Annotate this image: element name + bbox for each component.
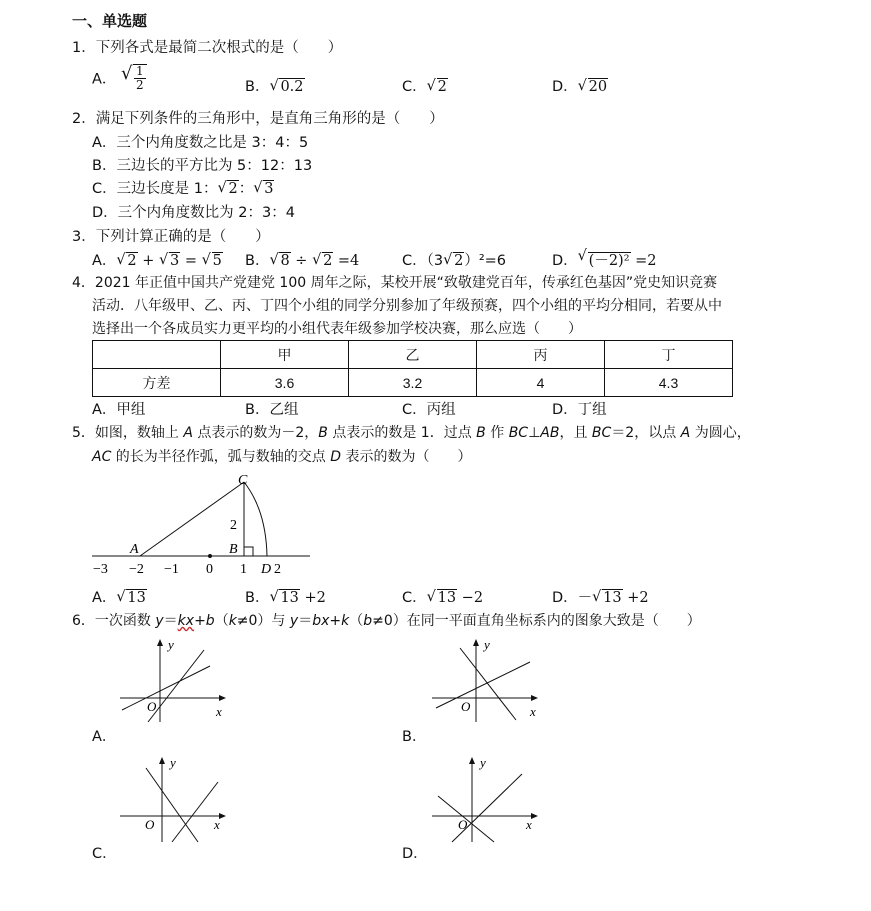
q5-d-suffix: +2 xyxy=(622,590,649,606)
q6-var: bx xyxy=(312,613,330,629)
q1-option-a-radical xyxy=(121,64,147,92)
q6-option-d[interactable]: D． xyxy=(402,846,428,862)
tick-label: −3 xyxy=(93,562,108,577)
graph-line-1 xyxy=(436,662,530,708)
table-cell: 4.3 xyxy=(605,369,733,397)
q6-var: y xyxy=(155,613,164,629)
table-row xyxy=(93,369,733,397)
q5-option-d[interactable] xyxy=(552,586,649,607)
q3-option-b[interactable] xyxy=(245,249,359,270)
tick-label: 2 xyxy=(274,562,281,577)
q1-option-a[interactable] xyxy=(92,64,147,92)
graph-c xyxy=(118,752,230,844)
tick-label: −2 xyxy=(129,562,144,577)
q5-option-c[interactable] xyxy=(402,586,483,607)
label-d: D xyxy=(261,562,272,577)
origin-dot xyxy=(208,554,212,558)
y-axis-arrow xyxy=(157,639,163,646)
q6-var: b xyxy=(363,613,373,629)
q1-option-d-label: D． xyxy=(552,79,578,95)
q6-text: + xyxy=(194,613,206,629)
q6-var: k xyxy=(228,613,237,629)
origin-label: O xyxy=(147,699,157,714)
q4-option-d[interactable]: D．丁组 xyxy=(552,402,607,418)
q1-option-d[interactable] xyxy=(552,75,608,96)
q5-var: D xyxy=(330,449,342,465)
q3-b-radical-2 xyxy=(312,253,333,269)
graph-a xyxy=(118,636,230,724)
q6-text: ≠0）在同一平面直角坐标系内的图象大致是（ ） xyxy=(372,613,701,629)
q2-c-colon: ： xyxy=(238,181,254,197)
label-b: B xyxy=(229,542,238,557)
q2-option-b[interactable]: B．三边长的平方比为 5：12：13 xyxy=(92,158,313,174)
q5-d-label: D．－ xyxy=(552,590,593,606)
q2-c-radicand-1: 2 xyxy=(228,181,238,197)
right-angle-mark xyxy=(244,547,253,556)
q6-text: ＝ xyxy=(298,613,313,629)
axis-label-x: x xyxy=(526,817,532,832)
section-title: 一、单选题 xyxy=(72,12,148,30)
q3-a-radical-3 xyxy=(202,253,223,269)
q6-text: ≠0）与 xyxy=(236,613,290,629)
label-length-2: 2 xyxy=(230,518,237,533)
q1-stem: 1．下列各式是最简二次根式的是（ ） xyxy=(72,40,343,56)
q1-option-b-radical xyxy=(269,79,304,95)
y-axis-arrow xyxy=(473,639,479,646)
q5-line-2 xyxy=(92,446,472,466)
q4-option-c[interactable]: C．丙组 xyxy=(402,402,456,418)
tick-label: 0 xyxy=(206,562,213,577)
q3-a-equals: = xyxy=(180,253,202,269)
q3-c-radical xyxy=(443,253,464,269)
axis-label-x: x xyxy=(214,817,220,832)
x-axis-arrow xyxy=(219,695,226,701)
q6-option-a[interactable]: A． xyxy=(92,729,117,745)
q5-var: B xyxy=(318,425,328,441)
q6-text: （ xyxy=(214,613,229,629)
q5-var: A xyxy=(183,425,193,441)
q3-option-d[interactable] xyxy=(552,249,657,270)
x-axis-arrow xyxy=(531,695,538,701)
graph-line-1 xyxy=(122,666,210,710)
q3-b-radicand-2: 2 xyxy=(323,253,333,269)
q5-var: B xyxy=(476,425,486,441)
q1-c-radicand: 2 xyxy=(437,79,447,95)
q3-d-label: D． xyxy=(552,253,578,269)
axis-label-y: y xyxy=(170,755,176,770)
table-cell: 3.2 xyxy=(349,369,477,397)
q3-d-radical xyxy=(578,249,631,270)
origin-label: O xyxy=(461,699,471,714)
q5-text: ＝2，以点 xyxy=(611,425,681,441)
q4-line-1: 4．2021 年正值中国共产党建党 100 周年之际，某校开展“致敬建党百年，传承红色基因”党史知识竞赛 xyxy=(72,275,718,291)
q5-b-radical xyxy=(269,590,299,606)
q6-option-b[interactable]: B． xyxy=(402,729,427,745)
q1-option-c-label: C． xyxy=(402,79,427,95)
origin-label: O xyxy=(458,817,468,832)
graph-line-2 xyxy=(148,650,204,722)
table-header-row xyxy=(93,341,733,369)
q6-var: y xyxy=(289,613,299,629)
q1-option-d-radical xyxy=(578,79,608,95)
q5-c-radicand: 13 xyxy=(437,590,457,606)
arc-cd xyxy=(244,482,267,556)
q5-var: BC xyxy=(591,425,612,441)
q3-stem: 3．下列计算正确的是（ ） xyxy=(72,229,270,245)
q5-line-1 xyxy=(72,422,751,442)
table-header-cell: 甲 xyxy=(221,341,349,369)
q5-c-suffix: −2 xyxy=(457,590,484,606)
graph-d xyxy=(430,752,542,844)
q5-b-label: B． xyxy=(245,590,270,606)
q1-option-c-radical xyxy=(427,79,448,95)
q5-var: AC xyxy=(92,449,112,465)
table-header-cell: 丙 xyxy=(477,341,605,369)
q1-a-denominator: 2 xyxy=(136,78,144,92)
q3-d-equals: =2 xyxy=(630,253,657,269)
q3-b-radicand-1: 8 xyxy=(280,253,290,269)
q3-a-plus: + xyxy=(137,253,160,269)
tick-label: −1 xyxy=(164,562,179,577)
q5-text: 为圆心， xyxy=(690,425,751,441)
q1-option-c[interactable] xyxy=(402,75,448,96)
q6-text: 6．一次函数 xyxy=(72,613,156,629)
q5-var: A xyxy=(680,425,691,441)
q2-option-c[interactable] xyxy=(92,177,274,198)
q5-option-a[interactable] xyxy=(92,586,147,607)
q2-c-prefix: C．三边长度是 1： xyxy=(92,181,218,197)
q6-stem xyxy=(72,610,701,630)
q2-c-radical-1 xyxy=(217,181,238,197)
q5-text: 5．如图，数轴上 xyxy=(72,425,184,441)
q5-a-label: A． xyxy=(92,590,117,606)
q2-option-d[interactable]: D．三个内角度数比为 2：3：4 xyxy=(92,205,295,221)
origin-label: O xyxy=(145,817,155,832)
q3-a-label: A． xyxy=(92,253,117,269)
table-header-cell xyxy=(93,341,221,369)
q3-b-equals: =4 xyxy=(333,253,360,269)
q5-text: ，且 xyxy=(559,425,592,441)
graph-b xyxy=(430,636,542,724)
axis-label-x: x xyxy=(530,704,536,719)
q3-d-radicand: (－2)² xyxy=(588,253,630,269)
q5-b-suffix: +2 xyxy=(299,590,326,606)
q6-var: k xyxy=(341,613,350,629)
y-axis-arrow xyxy=(469,757,475,764)
q3-c-suffix: ）²=6 xyxy=(464,253,507,269)
axis-label-y: y xyxy=(168,637,174,652)
axis-label-x: x xyxy=(216,704,222,719)
q5-text: 作 xyxy=(485,425,509,441)
q5-text: 点表示的数为－2， xyxy=(192,425,319,441)
q3-option-c[interactable] xyxy=(402,249,506,270)
variance-table xyxy=(92,340,733,397)
graph-line-2 xyxy=(172,782,218,842)
q4-line-2: 活动．八年级甲、乙、丙、丁四个小组的同学分别参加了年级预赛，四个小组的平均分相同，若要从中 xyxy=(92,298,722,314)
table-cell: 3.6 xyxy=(221,369,349,397)
table-header-cell: 乙 xyxy=(349,341,477,369)
q5-c-label: C． xyxy=(402,590,427,606)
q1-option-b-label: B． xyxy=(245,79,270,95)
q3-b-label: B． xyxy=(245,253,270,269)
label-c: C xyxy=(238,473,248,488)
q4-line-3: 选择出一个各成员实力更平均的小组代表年级参加学校决赛，那么应选（ ） xyxy=(92,321,582,337)
q5-var: AB xyxy=(540,425,560,441)
axis-label-y: y xyxy=(484,637,490,652)
q1-option-a-fraction xyxy=(134,65,146,92)
q6-text: + xyxy=(329,613,342,629)
q5-text: 表示的数为（ ） xyxy=(341,449,472,465)
q2-c-radicand-2: 3 xyxy=(264,181,274,197)
q1-d-radicand: 20 xyxy=(588,79,608,95)
q3-b-divide: ÷ xyxy=(290,253,313,269)
q5-option-b[interactable] xyxy=(245,586,326,607)
q1-a-numerator: √ 1 xyxy=(136,64,144,78)
q5-c-radical xyxy=(427,590,457,606)
q3-a-radicand-2: 3 xyxy=(170,253,180,269)
table-header-cell: 丁 xyxy=(605,341,733,369)
label-a: A xyxy=(130,542,139,557)
q3-a-radicand-3: 5 xyxy=(212,253,222,269)
q5-var: BC xyxy=(508,425,529,441)
q3-c-label: C．（3 xyxy=(402,253,444,269)
q2-stem: 2．满足下列条件的三角形中，是直角三角形的是（ ） xyxy=(72,111,444,127)
q6-option-c[interactable]: C． xyxy=(92,846,117,862)
q5-text: ⊥ xyxy=(528,425,541,441)
q5-d-radicand: 13 xyxy=(603,590,622,606)
x-axis-arrow xyxy=(531,813,538,819)
q3-option-a[interactable] xyxy=(92,249,223,270)
q5-b-radicand: 13 xyxy=(280,590,299,606)
q1-option-b[interactable] xyxy=(245,75,305,96)
q5-d-radical xyxy=(592,590,622,606)
q6-var: kx xyxy=(177,613,195,629)
q6-text: ＝ xyxy=(163,613,178,629)
tick-label: 1 xyxy=(240,562,247,577)
q6-text: （ xyxy=(349,613,364,629)
q5-text: 点表示的数是 1．过点 xyxy=(327,425,477,441)
q3-c-radicand: 2 xyxy=(454,253,464,269)
table-row-label: 方差 xyxy=(93,369,221,397)
q6-var: b xyxy=(205,613,215,629)
table-cell: 4 xyxy=(477,369,605,397)
q3-a-radicand-1: 2 xyxy=(127,253,137,269)
x-axis-arrow xyxy=(219,813,226,819)
q1-option-a-label: A． xyxy=(92,71,117,88)
q2-option-a[interactable]: A．三个内角度数之比是 3：4：5 xyxy=(92,135,309,151)
number-line-figure xyxy=(88,470,318,582)
q4-option-a[interactable]: A．甲组 xyxy=(92,402,146,418)
q3-a-radical-1 xyxy=(116,253,137,269)
q3-a-radical-2 xyxy=(159,253,180,269)
q5-text: 的长为半径作弧，弧与数轴的交点 xyxy=(111,449,331,465)
q2-c-radical-2 xyxy=(253,181,274,197)
axis-label-y: y xyxy=(480,755,486,770)
q1-b-radicand: 0.2 xyxy=(280,79,304,95)
q4-option-b[interactable]: B．乙组 xyxy=(245,402,299,418)
q3-b-radical-1 xyxy=(269,253,290,269)
q5-a-radical xyxy=(116,590,146,606)
y-axis-arrow xyxy=(159,757,165,764)
q5-a-radicand: 13 xyxy=(127,590,146,606)
